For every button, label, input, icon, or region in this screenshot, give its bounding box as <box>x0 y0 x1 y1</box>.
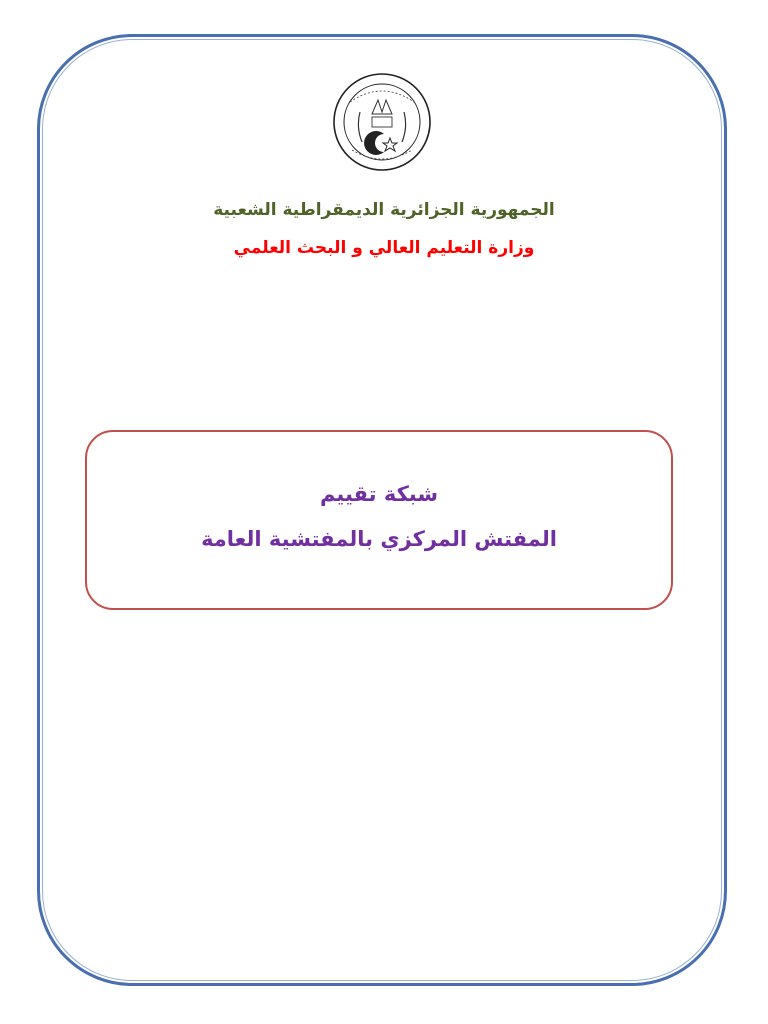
document-title: شبكة تقييم <box>319 482 439 506</box>
national-emblem-icon <box>332 72 432 172</box>
ministry-name: وزارة التعليم العالي و البحث العلمي <box>233 238 535 258</box>
document-subtitle: المفتش المركزي بالمفتشية العامة <box>201 527 557 551</box>
document-title-box <box>85 430 673 610</box>
country-name: الجمهورية الجزائرية الديمقراطية الشعبية <box>213 200 555 220</box>
